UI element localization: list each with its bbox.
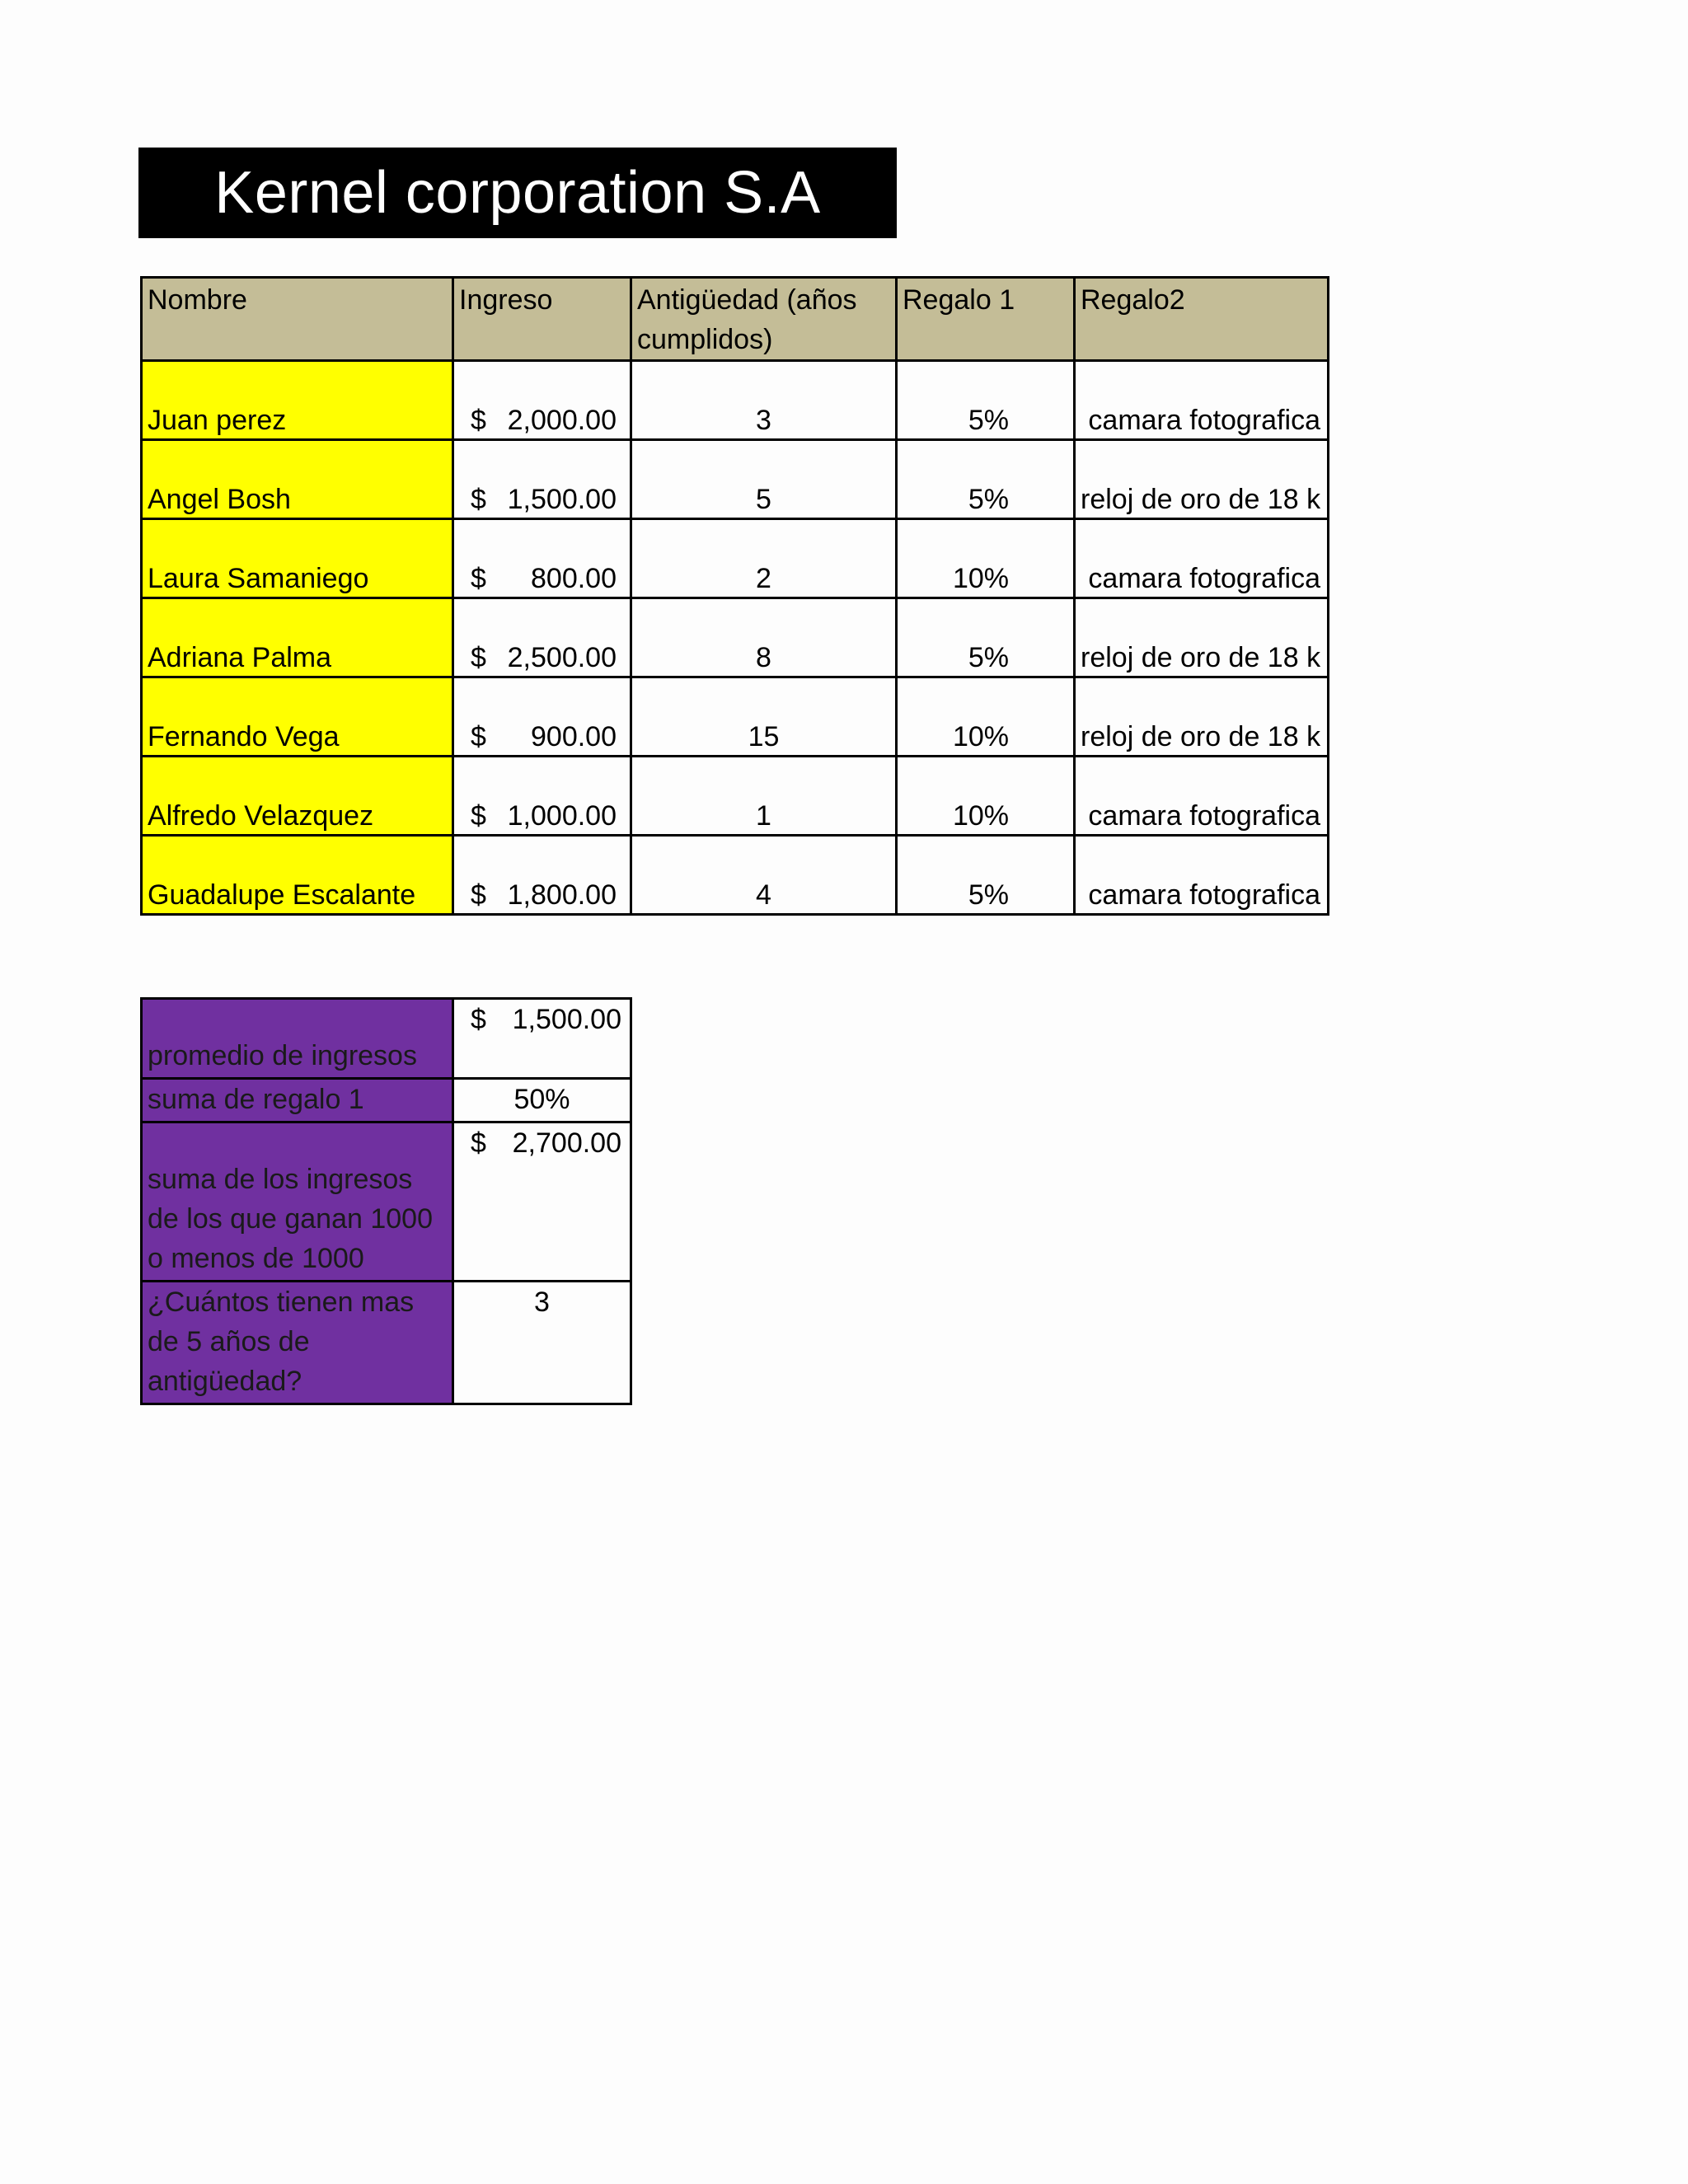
cell-ingreso[interactable]	[453, 519, 631, 598]
summary-value[interactable]	[453, 1122, 631, 1282]
cell-ingreso[interactable]	[453, 836, 631, 915]
table-row	[142, 440, 1329, 519]
cell-antiguedad[interactable]: 5	[631, 440, 897, 519]
cell-nombre[interactable]: Fernando Vega	[142, 677, 453, 757]
cell-regalo2[interactable]: reloj de oro de 18 k	[1075, 677, 1329, 757]
header-regalo1: Regalo 1	[897, 278, 1075, 361]
cell-regalo1[interactable]: 5%	[897, 361, 1075, 440]
cell-regalo1[interactable]: 5%	[897, 836, 1075, 915]
cell-ingreso[interactable]	[453, 361, 631, 440]
cell-ingreso[interactable]	[453, 757, 631, 836]
summary-label[interactable]: suma de regalo 1	[142, 1079, 453, 1122]
header-antiguedad: Antigüedad (años cumplidos)	[631, 278, 897, 361]
currency-symbol: $	[471, 642, 486, 673]
summary-amount: 1,500.00	[512, 1004, 621, 1035]
cell-regalo2[interactable]: camara fotografica	[1075, 519, 1329, 598]
ingreso-value: 1,000.00	[507, 800, 617, 832]
cell-nombre[interactable]: Laura Samaniego	[142, 519, 453, 598]
cell-ingreso[interactable]	[453, 598, 631, 677]
cell-antiguedad[interactable]: 3	[631, 361, 897, 440]
ingreso-value: 1,500.00	[507, 484, 617, 515]
currency-symbol: $	[471, 1004, 486, 1035]
cell-antiguedad[interactable]: 15	[631, 677, 897, 757]
table-row	[142, 598, 1329, 677]
cell-regalo2[interactable]: reloj de oro de 18 k	[1075, 598, 1329, 677]
header-ingreso: Ingreso	[453, 278, 631, 361]
currency-symbol: $	[471, 563, 486, 594]
ingreso-value: 2,000.00	[507, 405, 617, 436]
cell-regalo2[interactable]: camara fotografica	[1075, 757, 1329, 836]
summary-label[interactable]: ¿Cuántos tienen mas de 5 años de antigüedad?	[142, 1282, 453, 1404]
cell-antiguedad[interactable]: 4	[631, 836, 897, 915]
cell-nombre[interactable]: Juan perez	[142, 361, 453, 440]
cell-regalo2[interactable]: camara fotografica	[1075, 361, 1329, 440]
currency-symbol: $	[471, 800, 486, 832]
table-row	[142, 757, 1329, 836]
cell-antiguedad[interactable]: 2	[631, 519, 897, 598]
summary-value[interactable]: 50%	[453, 1079, 631, 1122]
summary-row-promedio	[142, 999, 631, 1079]
summary-label[interactable]: promedio de ingresos	[142, 999, 453, 1079]
cell-nombre[interactable]: Alfredo Velazquez	[142, 757, 453, 836]
cell-nombre[interactable]: Adriana Palma	[142, 598, 453, 677]
ingreso-value: 2,500.00	[507, 642, 617, 673]
cell-regalo1[interactable]: 10%	[897, 519, 1075, 598]
cell-regalo1[interactable]: 5%	[897, 440, 1075, 519]
currency-symbol: $	[471, 879, 486, 911]
currency-symbol: $	[471, 405, 486, 436]
table-header-row	[142, 278, 1329, 361]
table-row	[142, 361, 1329, 440]
currency-symbol: $	[471, 721, 486, 752]
ingreso-value: 900.00	[531, 721, 617, 752]
employees-table	[140, 276, 1329, 916]
currency-symbol: $	[471, 1127, 486, 1159]
summary-value[interactable]	[453, 999, 631, 1079]
cell-regalo2[interactable]: camara fotografica	[1075, 836, 1329, 915]
cell-ingreso[interactable]	[453, 440, 631, 519]
header-nombre: Nombre	[142, 278, 453, 361]
cell-antiguedad[interactable]: 1	[631, 757, 897, 836]
ingreso-value: 800.00	[531, 563, 617, 594]
table-row	[142, 519, 1329, 598]
cell-nombre[interactable]: Angel Bosh	[142, 440, 453, 519]
table-row	[142, 677, 1329, 757]
cell-regalo2[interactable]: reloj de oro de 18 k	[1075, 440, 1329, 519]
currency-symbol: $	[471, 484, 486, 515]
summary-table	[140, 997, 632, 1405]
table-row	[142, 836, 1329, 915]
cell-antiguedad[interactable]: 8	[631, 598, 897, 677]
cell-nombre[interactable]: Guadalupe Escalante	[142, 836, 453, 915]
header-regalo2: Regalo2	[1075, 278, 1329, 361]
cell-regalo1[interactable]: 5%	[897, 598, 1075, 677]
summary-amount: 2,700.00	[512, 1127, 621, 1159]
cell-regalo1[interactable]: 10%	[897, 757, 1075, 836]
cell-regalo1[interactable]: 10%	[897, 677, 1075, 757]
cell-ingreso[interactable]	[453, 677, 631, 757]
summary-row-cuantos	[142, 1282, 631, 1404]
summary-row-suma-ingresos	[142, 1122, 631, 1282]
summary-value[interactable]: 3	[453, 1282, 631, 1404]
ingreso-value: 1,800.00	[507, 879, 617, 911]
summary-label[interactable]: suma de los ingresos de los que ganan 1000 o menos de 1000	[142, 1122, 453, 1282]
page-title: Kernel corporation S.A	[138, 148, 897, 238]
summary-row-suma-regalo	[142, 1079, 631, 1122]
